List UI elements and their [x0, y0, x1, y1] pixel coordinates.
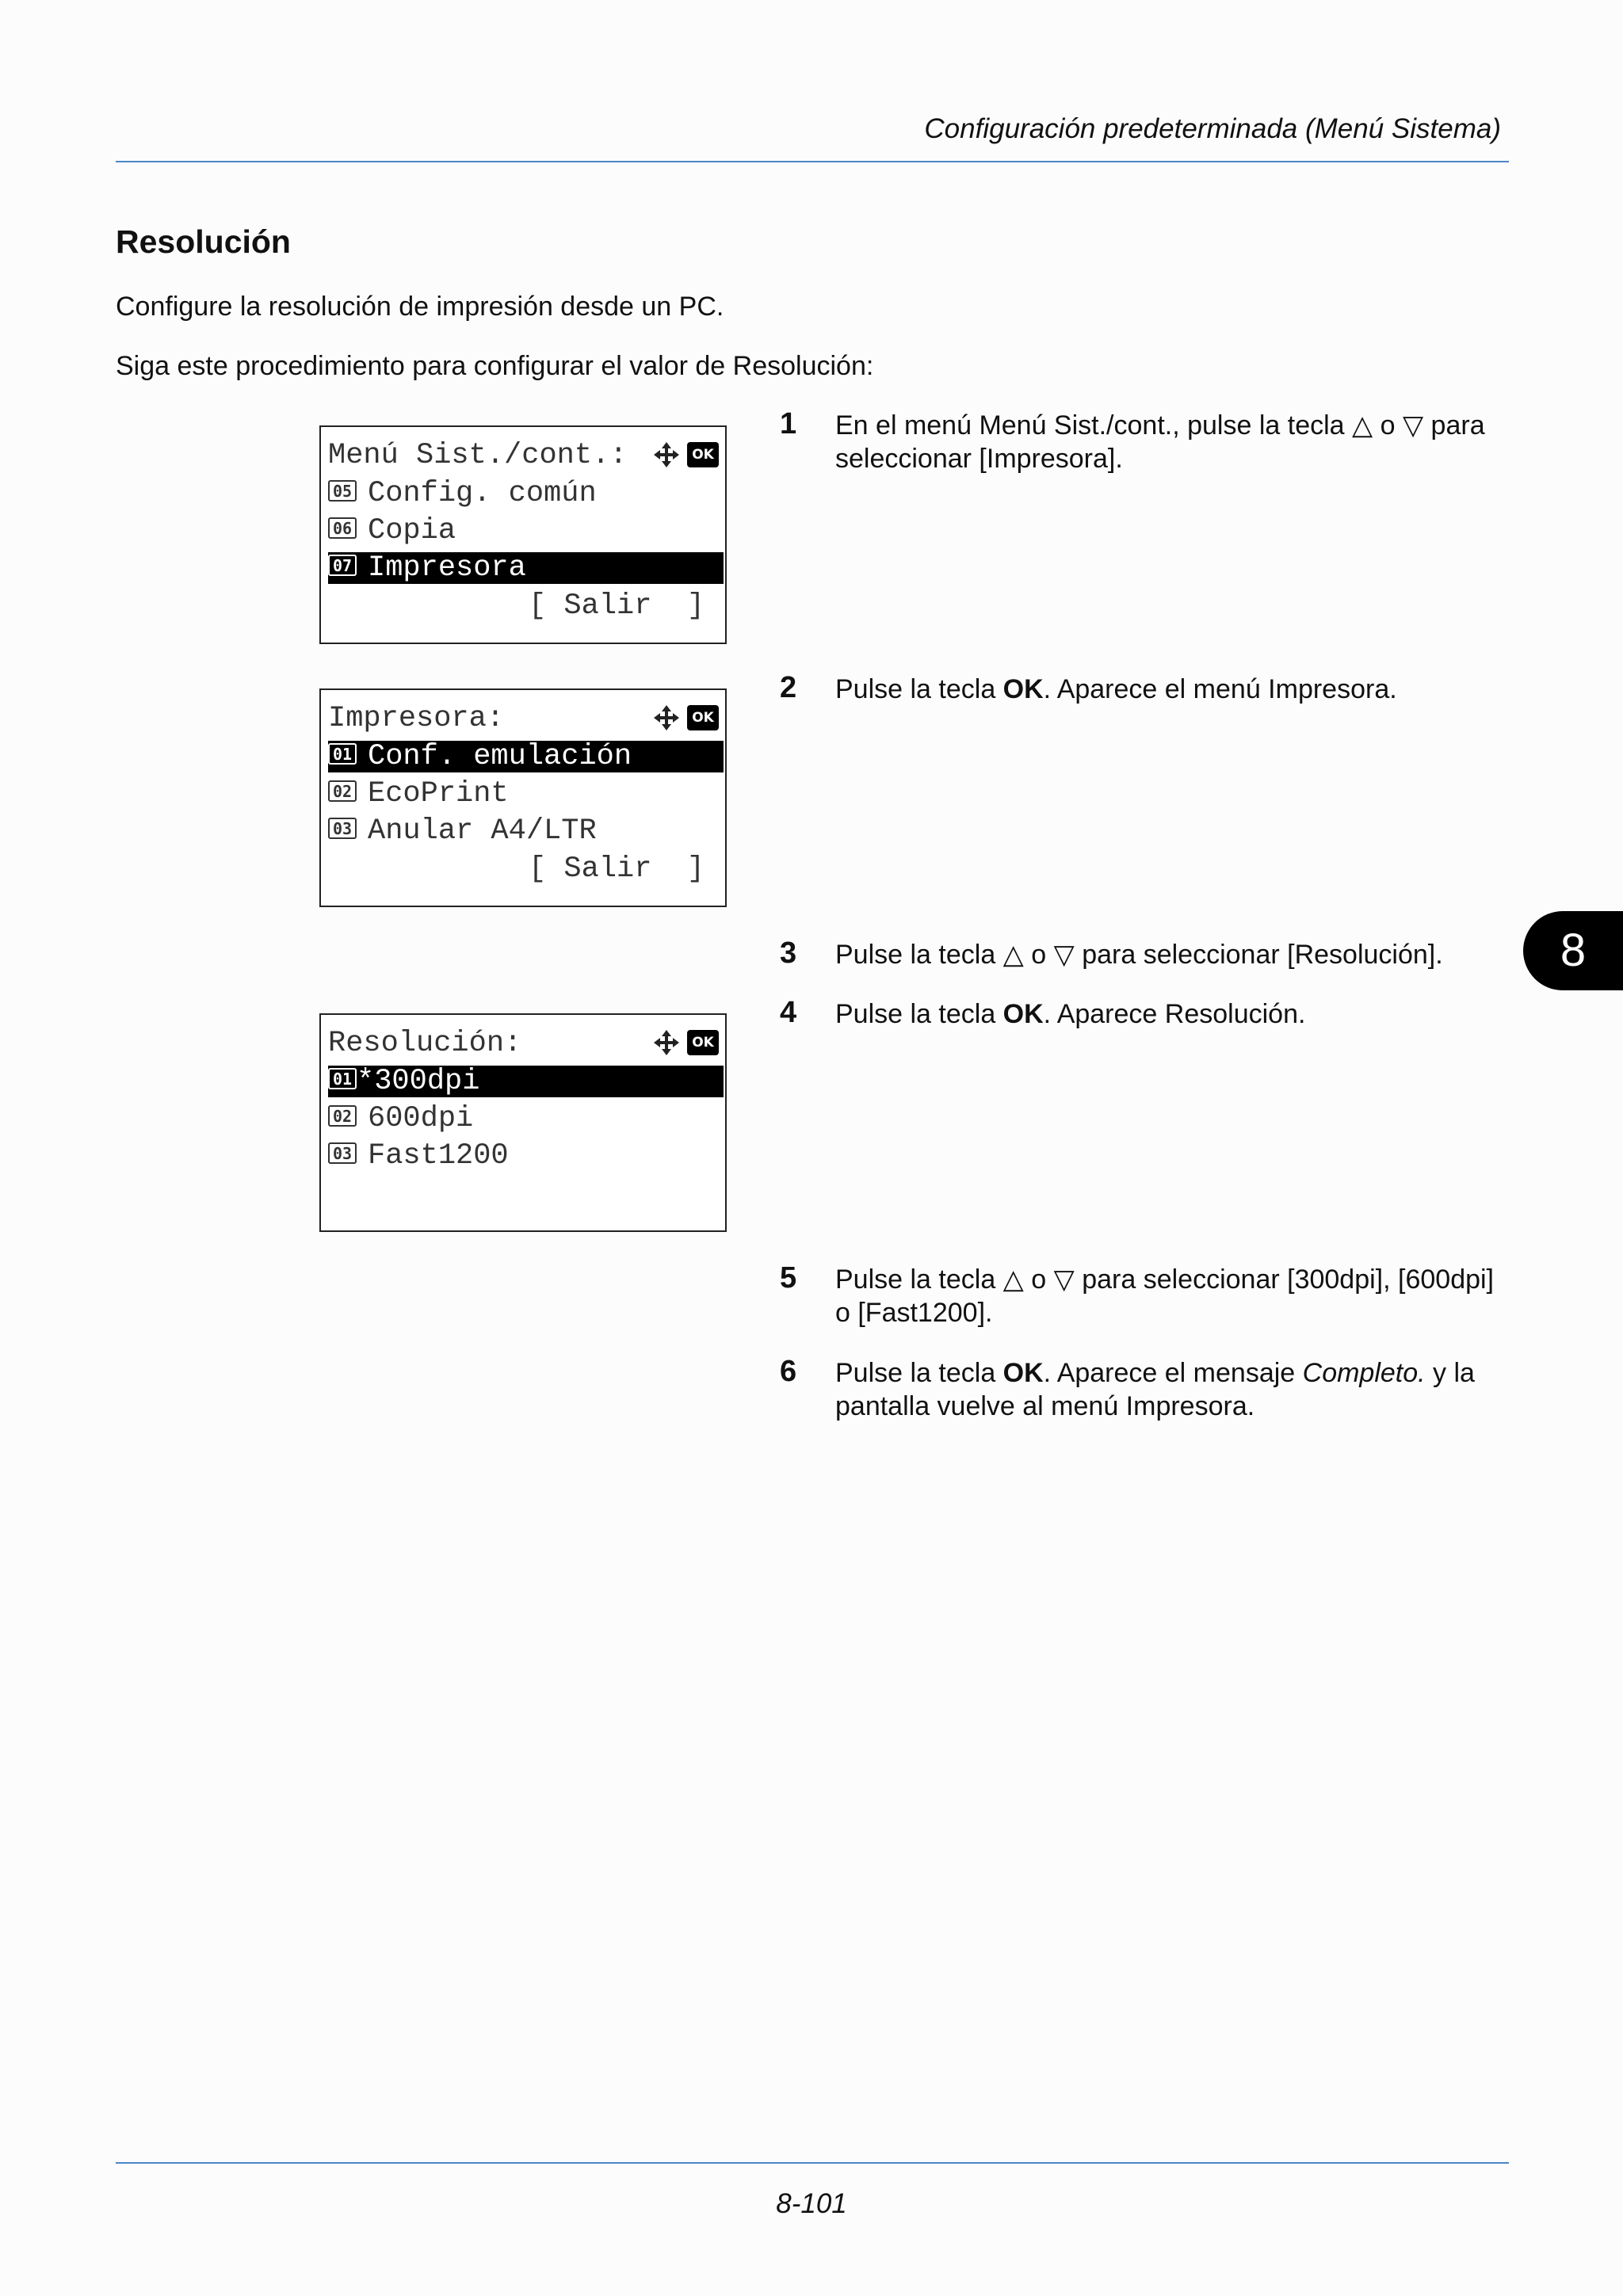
item-label: Anular A4/LTR — [368, 814, 597, 848]
lcd-exit-softkey: [ Salir ] — [529, 589, 705, 623]
page-number: 8-101 — [776, 2188, 847, 2219]
item-number-badge: 07 — [328, 555, 357, 576]
lcd-title: Menú Sist./cont.: — [328, 439, 628, 472]
step-text-segment: Completo. — [1302, 1358, 1426, 1388]
item-label: Conf. emulación — [368, 740, 632, 773]
chapter-tab: 8 — [1523, 911, 1623, 990]
item-number-badge: 02 — [328, 1105, 357, 1127]
lcd-screen-printer-menu — [319, 688, 727, 907]
step-text — [835, 673, 1509, 706]
lcd-screen-resolution — [319, 1013, 727, 1232]
step-number: 1 — [780, 407, 797, 441]
lcd-icons — [652, 703, 719, 734]
item-label: Fast1200 — [368, 1139, 509, 1173]
step-text-segment: Pulse la tecla △ o ▽ para seleccionar [Resolución]. — [835, 940, 1443, 970]
lcd-title: Impresora: — [328, 702, 505, 735]
lcd-menu-item — [328, 778, 724, 810]
four-way-arrow-icon — [652, 1028, 681, 1057]
item-number-badge: 01 — [328, 1068, 357, 1089]
lcd-menu-item-selected — [328, 1066, 724, 1097]
step-text-segment: . Aparece el mensaje — [1043, 1358, 1303, 1388]
lcd-exit-softkey: [ Salir ] — [529, 852, 705, 886]
item-number-badge: 05 — [328, 480, 357, 502]
lcd-menu-item-selected — [328, 552, 724, 584]
running-head: Configuración predeterminada (Menú Sistema) — [924, 113, 1501, 144]
step-text — [835, 938, 1509, 971]
step-text — [835, 409, 1509, 475]
item-label: Impresora — [368, 551, 526, 585]
step-text — [835, 1263, 1509, 1329]
item-label: EcoPrint — [368, 777, 509, 810]
ok-key-icon: OK — [687, 442, 719, 467]
step-text-segment: y la pantalla vuelve al menú Impresora. — [835, 1358, 1475, 1421]
lcd-menu-item — [328, 478, 724, 509]
step-text-segment: Pulse la tecla — [835, 1358, 1003, 1388]
item-label: *300dpi — [357, 1065, 480, 1098]
lcd-screen-system-menu — [319, 425, 727, 644]
ok-key-icon: OK — [687, 705, 719, 730]
step-text-segment: Pulse la tecla △ o ▽ para seleccionar [300dpi], [600dpi] o [Fast1200]. — [835, 1264, 1495, 1328]
lcd-menu-item — [328, 1103, 724, 1135]
item-number-badge: 06 — [328, 517, 357, 539]
item-label: 600dpi — [368, 1102, 474, 1135]
ok-key-icon: OK — [687, 1030, 719, 1055]
lcd-icons — [652, 1028, 719, 1059]
step-number: 6 — [780, 1355, 797, 1388]
step-text-segment: OK — [1002, 674, 1044, 704]
lcd-icons — [652, 440, 719, 471]
item-label: Copia — [368, 514, 456, 547]
item-label: Config. común — [368, 477, 597, 510]
step-number: 3 — [780, 936, 797, 970]
step-number: 2 — [780, 671, 797, 704]
step-text-segment: OK — [1002, 999, 1044, 1029]
step-text-segment: . Aparece Resolución. — [1043, 999, 1306, 1029]
lcd-menu-item — [328, 515, 724, 547]
footer-rule — [116, 2162, 1509, 2164]
step-text — [835, 1356, 1509, 1423]
lcd-menu-item-selected — [328, 741, 724, 772]
step-number: 4 — [780, 996, 797, 1029]
lcd-menu-item — [328, 815, 724, 847]
item-number-badge: 02 — [328, 780, 357, 802]
intro-paragraph: Configure la resolución de impresión desde un PC. — [116, 292, 724, 322]
lcd-title: Resolución: — [328, 1027, 522, 1060]
four-way-arrow-icon — [652, 704, 681, 732]
procedure-intro: Siga este procedimiento para configurar el valor de Resolución: — [116, 351, 874, 381]
item-number-badge: 01 — [328, 743, 357, 765]
step-text-segment: Pulse la tecla — [835, 674, 1003, 704]
step-text-segment: . Aparece el menú Impresora. — [1043, 674, 1397, 704]
step-text-segment: Pulse la tecla — [835, 999, 1003, 1029]
step-text-segment: En el menú Menú Sist./cont., pulse la tecla △ o ▽ para seleccionar [Impresora]. — [835, 410, 1485, 474]
step-text — [835, 997, 1509, 1031]
section-title: Resolución — [116, 223, 291, 260]
step-text-segment: OK — [1002, 1358, 1044, 1388]
header-rule — [116, 161, 1509, 162]
step-number: 5 — [780, 1261, 797, 1295]
four-way-arrow-icon — [652, 441, 681, 469]
item-number-badge: 03 — [328, 818, 357, 839]
lcd-menu-item — [328, 1140, 724, 1172]
item-number-badge: 03 — [328, 1142, 357, 1164]
